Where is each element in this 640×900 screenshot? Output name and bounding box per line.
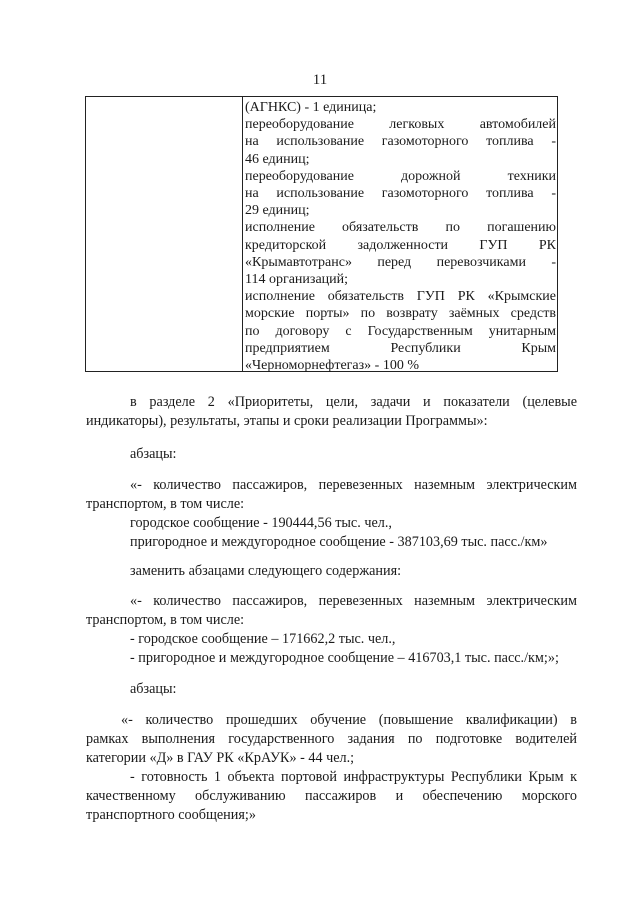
table-line: (АГНКС) - 1 единица;: [245, 100, 377, 115]
old-passengers-line2: транспортом, в том числе:: [86, 496, 245, 512]
training-line5: качественному обслуживанию пассажиров и обеспечению морского: [86, 788, 577, 804]
new-passengers-line4: - пригородное и междугородное сообщение – 416703,1 тыс. пасс./км;»;: [130, 650, 559, 666]
table-line: 29 единиц;: [245, 203, 310, 219]
training-line2: рамках выполнения государственного задания по подготовке водителей: [86, 731, 577, 747]
table-line: исполнение обязательств по погашению: [245, 220, 556, 236]
section2-line1: в разделе 2 «Приоритеты, цели, задачи и показатели (целевые: [130, 394, 577, 410]
abzacy-heading-1: абзацы:: [130, 446, 177, 462]
table-line: на использование газомоторного топлива -: [245, 186, 556, 202]
table-line: предприятием Республики Крым: [245, 340, 556, 356]
training-line4: - готовность 1 объекта портовой инфраструктуры Республики Крым к: [130, 769, 577, 785]
new-passengers-line2: транспортом, в том числе:: [86, 612, 245, 628]
training-line1: «- количество прошедших обучение (повышение квалификации) в: [121, 712, 577, 728]
old-passengers-line1: «- количество пассажиров, перевезенных наземным электрическим: [130, 477, 577, 493]
new-passengers-line1: «- количество пассажиров, перевезенных наземным электрическим: [130, 593, 577, 609]
training-line6: транспортного сообщения;»: [86, 807, 256, 823]
table-line: «Черноморнефтегаз» - 100 %: [245, 358, 419, 374]
old-passengers-line4: пригородное и междугородное сообщение - 387103,69 тыс. пасс./км»: [130, 534, 548, 550]
table-line: исполнение обязательств ГУП РК «Крымские: [245, 289, 556, 305]
replace-heading: заменить абзацами следующего содержания:: [130, 563, 402, 579]
training-line3: категории «Д» в ГАУ РК «КрАУК» - 44 чел.;: [86, 750, 355, 766]
table-line: кредиторской задолженности ГУП РК: [245, 237, 556, 253]
table-line: переоборудование дорожной техники: [245, 168, 556, 184]
table-line: 46 единиц;: [245, 151, 310, 167]
table-line: по договору с Государственным унитарным: [245, 323, 556, 339]
new-passengers-line3: - городское сообщение – 171662,2 тыс. чел.,: [130, 631, 396, 647]
page-number: 11: [312, 72, 328, 88]
abzacy-heading-2: абзацы:: [130, 681, 177, 697]
section2-line2: индикаторы), результаты, этапы и сроки реализации Программы»:: [86, 413, 488, 429]
table-line: «Крымавтотранс» перед перевозчиками -: [245, 254, 556, 270]
table-line: морские порты» по возврату заёмных средств: [245, 306, 556, 322]
table-line: переоборудование легковых автомобилей: [245, 117, 556, 133]
table-line: на использование газомоторного топлива -: [245, 134, 556, 150]
table-line: 114 организаций;: [245, 272, 349, 288]
old-passengers-line3: городское сообщение - 190444,56 тыс. чел.,: [130, 515, 392, 531]
